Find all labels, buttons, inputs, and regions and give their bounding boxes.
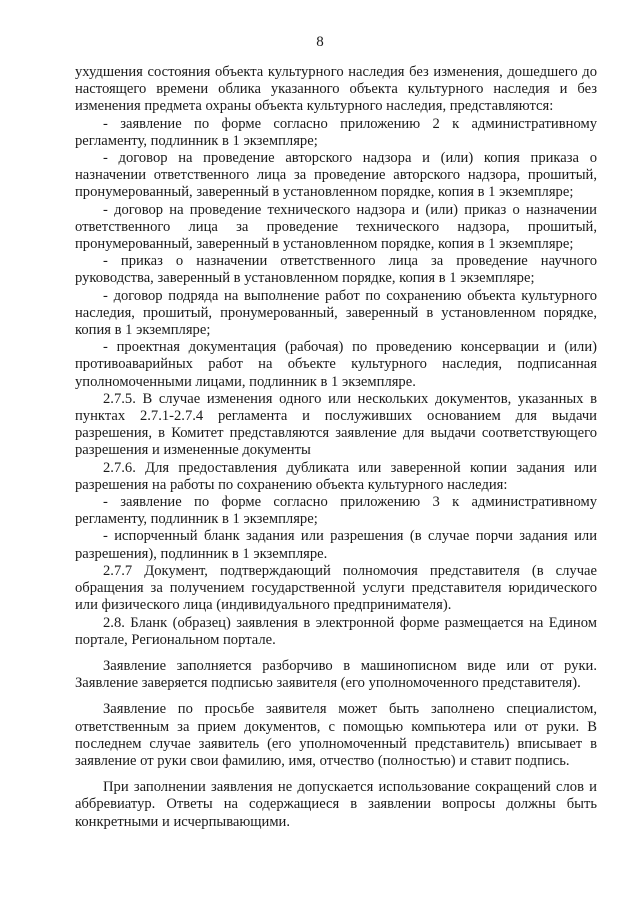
list-item: - договор подряда на выполнение работ по сохранению объекта культурного наследия, прошитый, пронумерованный, заверенный в установленном порядке, копия в 1 экземпляре;: [75, 287, 597, 339]
section-2-7-5: 2.7.5. В случае изменения одного или нескольких документов, указанных в пунктах 2.7.1-2.7.4 регламента и послуживших основанием для выдачи разрешения, в Комитет представляются заявление для выдачи соответствующего разрешения и измененные документы: [75, 390, 597, 459]
paragraph: Заявление по просьбе заявителя может быть заполнено специалистом, ответственным за прием документов, с помощью компьютера или от руки. В последнем случае заявитель (его уполномоченный представитель) вписывает в заявление от руки свои фамилию, имя, отчество (полностью) и ставит подпись.: [75, 701, 597, 769]
list-item: - приказ о назначении ответственного лица за проведение научного руководства, заверенный в установленном порядке, копия в 1 экземпляре;: [75, 253, 597, 287]
list-item: - договор на проведение авторского надзора и (или) копия приказа о назначении ответственного лица за проведение авторского надзора, прошитый, пронумерованный, заверенный в установленном порядке, копия в 1 экземпляре;: [75, 150, 597, 201]
list-item: - заявление по форме согласно приложению 2 к административному регламенту, подлинник в 1 экземпляре;: [75, 115, 597, 149]
list-item: - заявление по форме согласно приложению 3 к административному регламенту, подлинник в 1 экземпляре;: [75, 494, 597, 528]
list-item: - испорченный бланк задания или разрешения (в случае порчи задания или разрешения), подлинник в 1 экземпляре.: [75, 528, 597, 562]
list-item: - договор на проведение технического надзора и (или) приказ о назначении ответственного лица за проведение технического надзора, прошитый, пронумерованный, заверенный в установленном порядке, копия в 1 экземпляре;: [75, 201, 597, 253]
paragraph: Заявление заполняется разборчиво в машинописном виде или от руки. Заявление заверяется подписью заявителя (его уполномоченного представителя).: [75, 657, 597, 692]
section-2-7-6: 2.7.6. Для предоставления дубликата или заверенной копии задания или разрешения на работы по сохранению объекта культурного наследия:: [75, 459, 597, 493]
paragraph: ухудшения состояния объекта культурного наследия без изменения, дошедшего до настоящего времени облика указанного объекта культурного наследия и без изменения предмета охраны объекта культурного наследия, представляются:: [75, 64, 597, 115]
document-body: [75, 64, 597, 831]
section-2-8: 2.8. Бланк (образец) заявления в электронной форме размещается на Едином портале, Региональном портале.: [75, 614, 597, 648]
paragraph: При заполнении заявления не допускается использование сокращений слов и аббревиатур. Ответы на содержащиеся в заявлении вопросы должны быть конкретными и исчерпывающими.: [75, 779, 597, 830]
page-number: 8: [316, 34, 324, 50]
list-item: - проектная документация (рабочая) по проведению консервации и (или) противоаварийных работ на объекте культурного наследия, подписанная уполномоченными лицами, подлинник в 1 экземпляре.: [75, 339, 597, 390]
section-2-7-7: 2.7.7 Документ, подтверждающий полномочия представителя (в случае обращения за получением государственной услуги представителя юридического или физического лица (индивидуального предпринимателя).: [75, 562, 597, 614]
